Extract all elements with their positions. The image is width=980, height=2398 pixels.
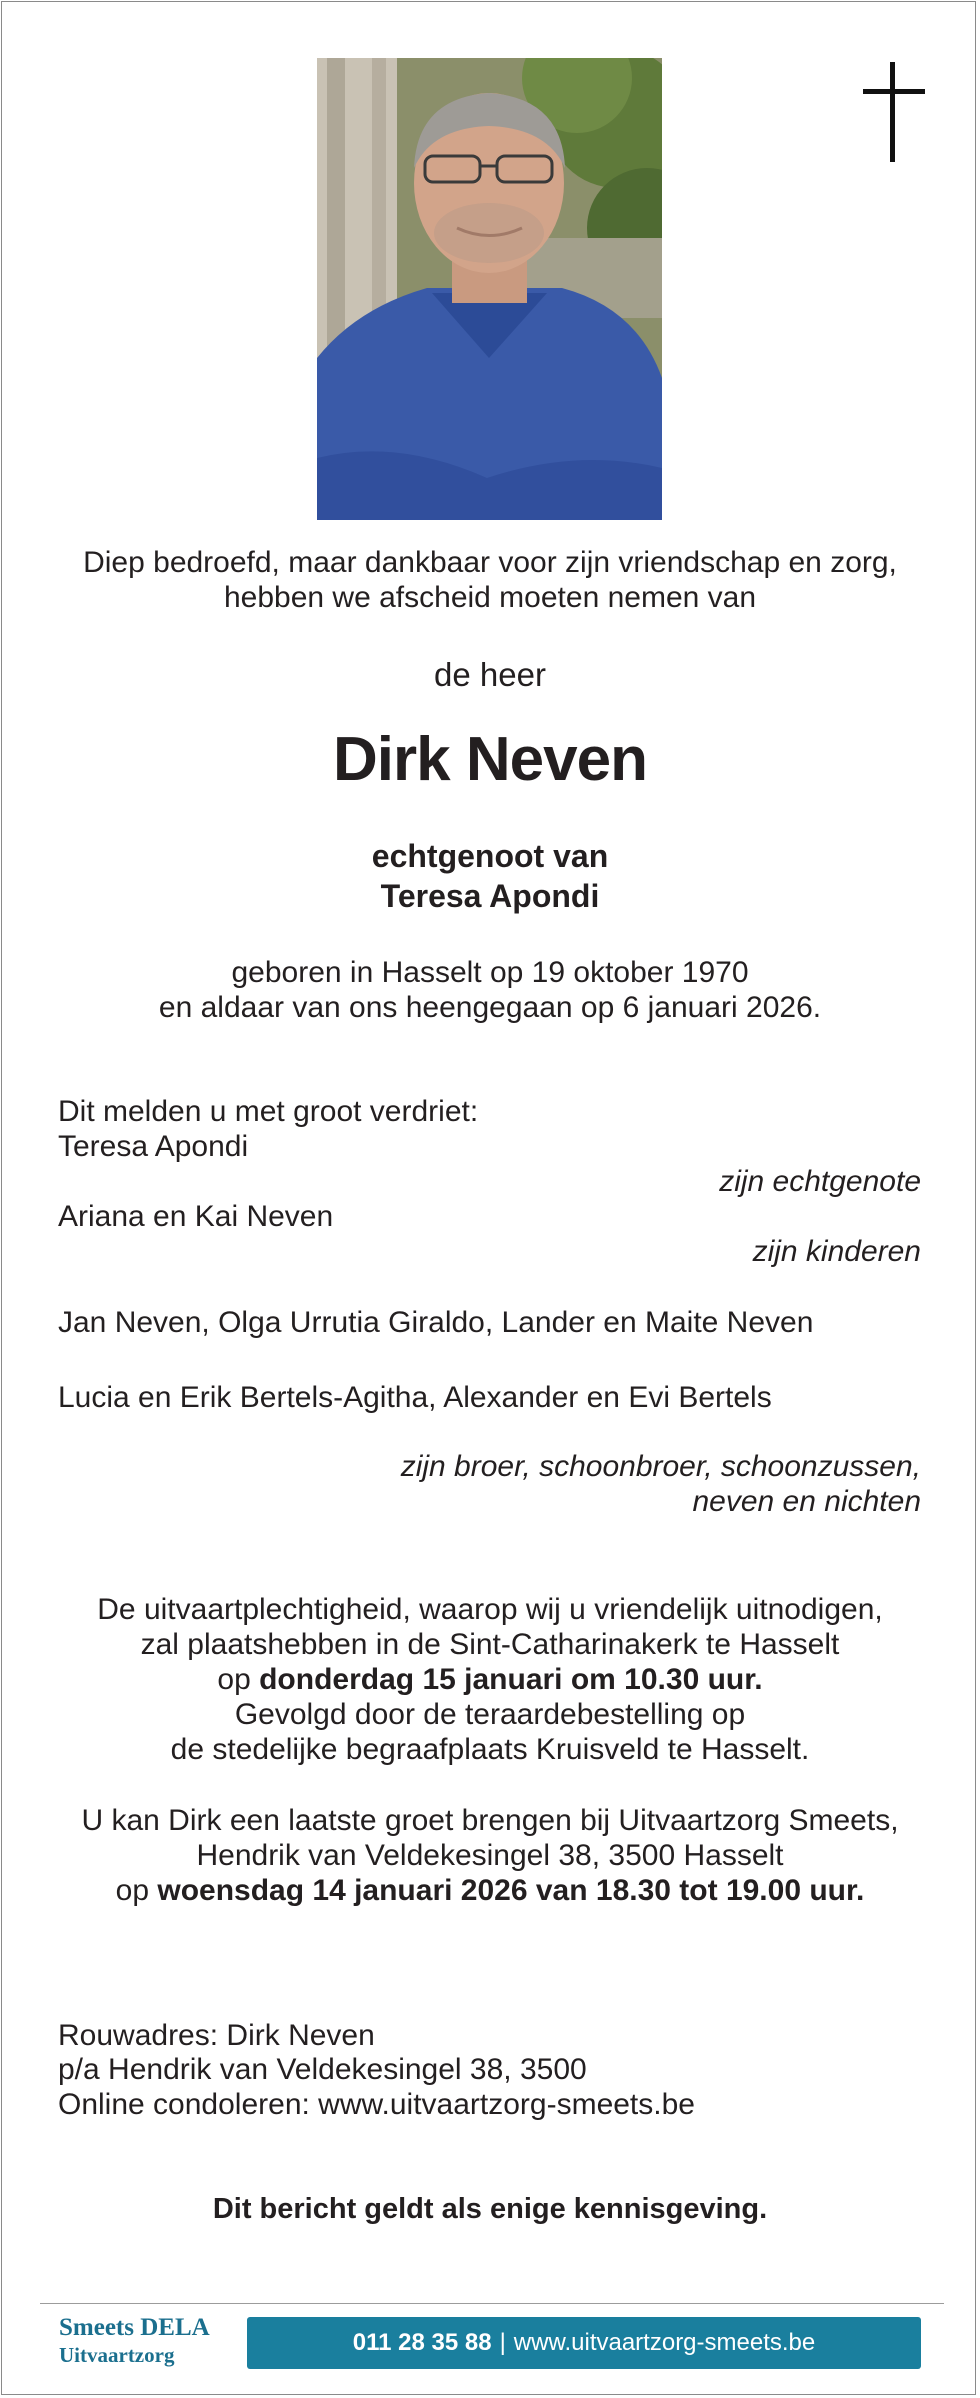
phone-number[interactable]: 011 28 35 88 [352,2329,492,2356]
final-note: Dit bericht geldt als enige kennisgeving. [212,2193,768,2225]
address-line-1: Rouwadres: Dirk Neven [58,2019,375,2052]
visitation-date-time: woensdag 14 januari 2026 van 18.30 tot 19.00 uur. [157,1874,865,1907]
mourner-children-relation: zijn kinderen [752,1235,921,1268]
spouse-info: echtgenoot van Teresa Apondi [371,838,609,914]
contact-separator: | [499,2329,506,2356]
website-link[interactable]: www.uitvaartzorg-smeets.be [513,2329,816,2356]
online-condolences: Online condoleren: www.uitvaartzorg-smeets.be [58,2088,695,2121]
intro-text: Diep bedroefd, maar dankbaar voor zijn vriendschap en zorg, hebben we afscheid moeten nemen van [83,546,897,614]
cross-icon [863,62,925,162]
service-date-time: donderdag 15 januari om 10.30 uur. [259,1663,763,1696]
address-line-2: p/a Hendrik van Veldekesingel 38, 3500 [58,2053,587,2086]
mourners-heading: Dit melden u met groot verdriet: [58,1095,479,1128]
visitation-info: U kan Dirk een laatste groet brengen bij Uitvaartzorg Smeets, Hendrik van Veldekesingel 38, 3500 Hasselt op woensdag 14 januari 2026 van 18.30 tot 19.00 uur. [81,1804,899,1907]
mourner-spouse-relation: zijn echtgenote [719,1165,921,1198]
life-dates: geboren in Hasselt op 19 oktober 1970 en aldaar van ons heengegaan op 6 januari 2026. [158,956,822,1024]
contact-bar [247,2317,921,2369]
mourner-family-1: Jan Neven, Olga Urrutia Giraldo, Lander en Maite Neven [58,1306,814,1339]
portrait-photo [317,58,662,520]
mourner-children-names: Ariana en Kai Neven [58,1200,334,1233]
mourner-family-relation: zijn broer, schoonbroer, schoonzussen, neven en nichten [400,1450,921,1518]
deceased-name: Dirk Neven [333,725,647,794]
mourner-spouse-name: Teresa Apondi [58,1130,249,1163]
mourner-family-2: Lucia en Erik Bertels-Agitha, Alexander en Evi Bertels [58,1381,772,1414]
salutation: de heer [434,656,546,693]
funeral-service-info: De uitvaartplechtigheid, waarop wij u vriendelijk uitnodigen, zal plaatshebben in de Sint-Catharinakerk te Hasselt op donderdag 15 januari om 10.30 uur. Gevolgd door de teraardebestelling op de stedelijke begraafplaats Kruisveld te Hasselt. [97,1593,883,1766]
footer-divider [40,2303,944,2304]
funeral-home-logo: Smeets DELA Uitvaartzorg [59,2314,210,2367]
